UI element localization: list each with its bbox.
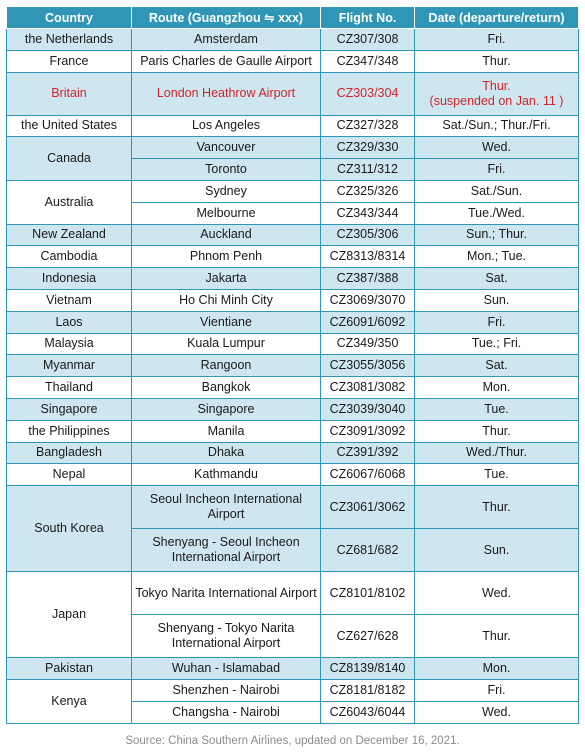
route-cell: Wuhan - Islamabad [132,658,321,680]
flight-cell: CZ6067/6068 [321,464,415,486]
country-cell: France [7,50,132,72]
route-cell: Changsha - Nairobi [132,701,321,723]
table-row [7,224,579,246]
table-row [7,115,579,137]
table-row [7,486,579,529]
flight-cell: CZ311/312 [321,159,415,181]
date-cell: Thur. [415,615,579,658]
date-cell: Fri. [415,29,579,51]
route-cell: Amsterdam [132,29,321,51]
country-cell: Malaysia [7,333,132,355]
country-cell: the Philippines [7,420,132,442]
route-cell: Dhaka [132,442,321,464]
country-cell: Singapore [7,398,132,420]
table-row [7,398,579,420]
table-row [7,572,579,615]
date-cell: Tue.; Fri. [415,333,579,355]
date-cell: Wed. [415,137,579,159]
route-cell: Shenzhen - Nairobi [132,679,321,701]
table-row [7,377,579,399]
route-cell: Paris Charles de Gaulle Airport [132,50,321,72]
table-row [7,311,579,333]
date-cell: Sat. [415,268,579,290]
table-header-row [7,7,579,29]
flight-cell: CZ3039/3040 [321,398,415,420]
date-cell: Tue. [415,398,579,420]
route-cell: Shenyang - Seoul Incheon International Airport [132,529,321,572]
date-cell: Fri. [415,311,579,333]
flight-cell: CZ3055/3056 [321,355,415,377]
route-cell: London Heathrow Airport [132,72,321,115]
flight-cell: CZ8313/8314 [321,246,415,268]
date-cell: Sat. [415,355,579,377]
route-cell: Jakarta [132,268,321,290]
date-cell: Thur. [415,420,579,442]
route-cell: Los Angeles [132,115,321,137]
country-cell: Thailand [7,377,132,399]
flight-cell: CZ305/306 [321,224,415,246]
country-cell: Cambodia [7,246,132,268]
date-value: Thur. [482,78,511,93]
route-cell: Shenyang - Tokyo Narita International Airport [132,615,321,658]
flight-cell: CZ347/348 [321,50,415,72]
suspension-note: (suspended on Jan. 11 ) [429,93,564,108]
country-cell: the United States [7,115,132,137]
flight-cell: CZ349/350 [321,333,415,355]
country-cell: Australia [7,180,132,224]
flight-cell: CZ391/392 [321,442,415,464]
date-cell: Sun. [415,529,579,572]
table-row [7,137,579,159]
flight-cell: CZ327/328 [321,115,415,137]
flight-cell: CZ8181/8182 [321,679,415,701]
route-cell: Toronto [132,159,321,181]
country-cell: Britain [7,72,132,115]
date-cell: Tue. [415,464,579,486]
country-cell: Myanmar [7,355,132,377]
table-row [7,333,579,355]
table-row [7,289,579,311]
flight-cell: CZ6091/6092 [321,311,415,333]
flight-schedule-table [6,6,579,724]
flight-cell: CZ3069/3070 [321,289,415,311]
route-cell: Ho Chi Minh City [132,289,321,311]
date-cell [415,72,579,115]
table-row [7,246,579,268]
flight-cell: CZ343/344 [321,202,415,224]
flight-cell: CZ329/330 [321,137,415,159]
date-cell: Mon. [415,658,579,680]
flight-cell: CZ303/304 [321,72,415,115]
date-cell: Wed./Thur. [415,442,579,464]
flight-cell: CZ6043/6044 [321,701,415,723]
country-cell: Japan [7,572,132,658]
date-cell: Tue./Wed. [415,202,579,224]
route-cell: Vientiane [132,311,321,333]
country-cell: Bangladesh [7,442,132,464]
country-cell: South Korea [7,486,132,572]
table-row [7,658,579,680]
flight-cell: CZ8101/8102 [321,572,415,615]
table-row [7,29,579,51]
route-cell: Sydney [132,180,321,202]
flight-cell: CZ3061/3062 [321,486,415,529]
table-row [7,355,579,377]
flight-cell: CZ3091/3092 [321,420,415,442]
flight-cell: CZ8139/8140 [321,658,415,680]
flight-cell: CZ387/388 [321,268,415,290]
route-cell: Seoul Incheon International Airport [132,486,321,529]
date-cell: Wed. [415,701,579,723]
date-cell: Mon. [415,377,579,399]
route-cell: Phnom Penh [132,246,321,268]
country-cell: Laos [7,311,132,333]
table-row [7,50,579,72]
date-cell: Sat./Sun.; Thur./Fri. [415,115,579,137]
route-cell: Melbourne [132,202,321,224]
country-cell: Canada [7,137,132,181]
country-cell: Kenya [7,679,132,723]
country-cell: Pakistan [7,658,132,680]
route-cell: Bangkok [132,377,321,399]
table-row [7,180,579,202]
country-cell: Indonesia [7,268,132,290]
country-cell: Vietnam [7,289,132,311]
flight-cell: CZ681/682 [321,529,415,572]
flight-cell: CZ325/326 [321,180,415,202]
table-row [7,464,579,486]
route-cell: Kathmandu [132,464,321,486]
flight-cell: CZ307/308 [321,29,415,51]
header-route: Route (Guangzhou ⇋ xxx) [132,7,321,29]
flight-cell: CZ3081/3082 [321,377,415,399]
flight-cell: CZ627/628 [321,615,415,658]
date-cell: Mon.; Tue. [415,246,579,268]
table-row [7,268,579,290]
date-cell: Fri. [415,679,579,701]
header-date: Date (departure/return) [415,7,579,29]
date-cell: Sat./Sun. [415,180,579,202]
date-cell: Sun. [415,289,579,311]
date-cell: Thur. [415,50,579,72]
route-cell: Vancouver [132,137,321,159]
table-row [7,679,579,701]
route-cell: Manila [132,420,321,442]
country-cell: Nepal [7,464,132,486]
date-cell: Sun.; Thur. [415,224,579,246]
header-country: Country [7,7,132,29]
country-cell: the Netherlands [7,29,132,51]
table-row-britain [7,72,579,115]
source-note: Source: China Southern Airlines, updated on December 16, 2021. [125,735,460,747]
route-cell: Singapore [132,398,321,420]
date-cell: Wed. [415,572,579,615]
route-cell: Auckland [132,224,321,246]
flight-table-container [6,6,578,724]
table-row [7,442,579,464]
date-cell: Fri. [415,159,579,181]
header-flight: Flight No. [321,7,415,29]
country-cell: New Zealand [7,224,132,246]
date-cell: Thur. [415,486,579,529]
route-cell: Kuala Lumpur [132,333,321,355]
route-cell: Tokyo Narita International Airport [132,572,321,615]
route-cell: Rangoon [132,355,321,377]
table-row [7,420,579,442]
